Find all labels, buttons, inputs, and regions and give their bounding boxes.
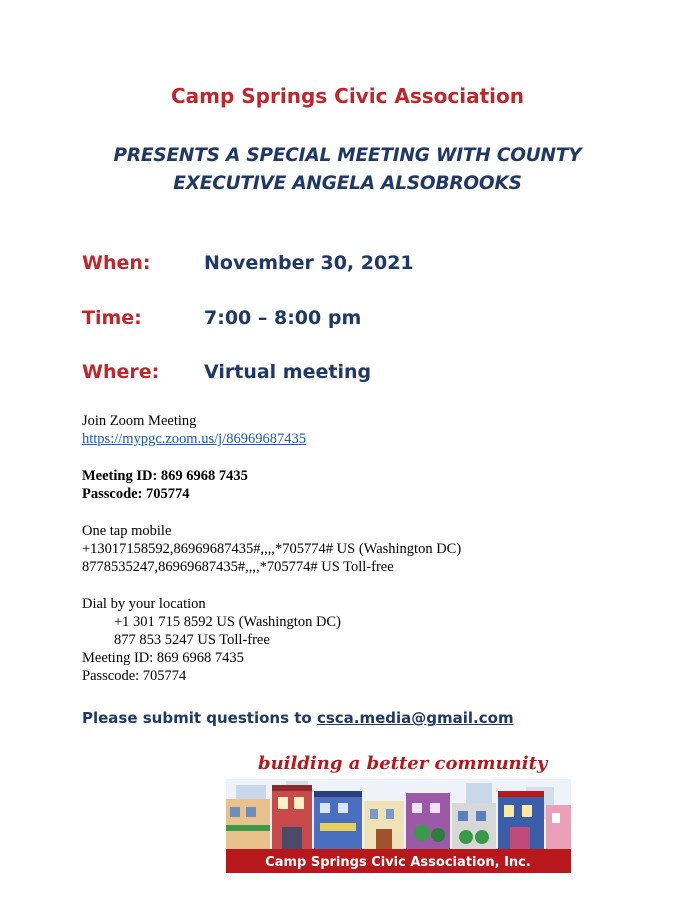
when-value: November 30, 2021: [204, 252, 414, 274]
questions-line: [82, 709, 514, 727]
subtitle-line-2: EXECUTIVE ANGELA ALSOBROOKS: [173, 173, 522, 194]
when-label: When:: [82, 252, 151, 274]
logo-tagline: building a better community: [258, 753, 548, 774]
one-tap-block: [82, 522, 461, 576]
where-value: Virtual meeting: [204, 361, 372, 383]
time-row: [82, 307, 361, 329]
one-tap-number-tollfree: 8778535247,86969687435#,,,,*705774# US Toll-free: [82, 559, 394, 575]
when-row: [82, 252, 414, 274]
meeting-subtitle: [60, 142, 635, 198]
association-logo: [226, 747, 571, 873]
questions-prefix: Please submit questions to: [82, 709, 317, 727]
dial-label: Dial by your location: [82, 596, 206, 612]
subtitle-line-1: PRESENTS A SPECIAL MEETING WITH COUNTY: [113, 145, 582, 166]
one-tap-label: One tap mobile: [82, 523, 172, 539]
dial-meeting-id: Meeting ID: 869 6968 7435: [82, 650, 244, 666]
time-label: Time:: [82, 307, 142, 329]
time-value: 7:00 – 8:00 pm: [204, 307, 362, 329]
zoom-join-block: [82, 412, 306, 448]
dial-passcode: Passcode: 705774: [82, 668, 187, 684]
one-tap-number-dc: +13017158592,86969687435#,,,,*705774# US (Washington DC): [82, 541, 462, 557]
where-row: [82, 361, 371, 383]
dial-number-tollfree: 877 853 5247 US Toll-free: [114, 632, 270, 648]
where-label: Where:: [82, 361, 160, 383]
logo-banner-text: Camp Springs Civic Association, Inc.: [265, 855, 531, 870]
zoom-meeting-link[interactable]: https://mypgc.zoom.us/j/86969687435: [82, 431, 306, 447]
org-title: Camp Springs Civic Association: [170, 84, 525, 108]
meeting-credentials: [82, 467, 248, 503]
passcode: Passcode: 705774: [82, 486, 190, 502]
dial-number-dc: +1 301 715 8592 US (Washington DC): [114, 614, 341, 630]
dial-block: [82, 595, 341, 685]
questions-email-link[interactable]: csca.media@gmail.com: [316, 709, 514, 727]
meeting-id: Meeting ID: 869 6968 7435: [82, 468, 248, 484]
join-zoom-label: Join Zoom Meeting: [82, 413, 197, 429]
